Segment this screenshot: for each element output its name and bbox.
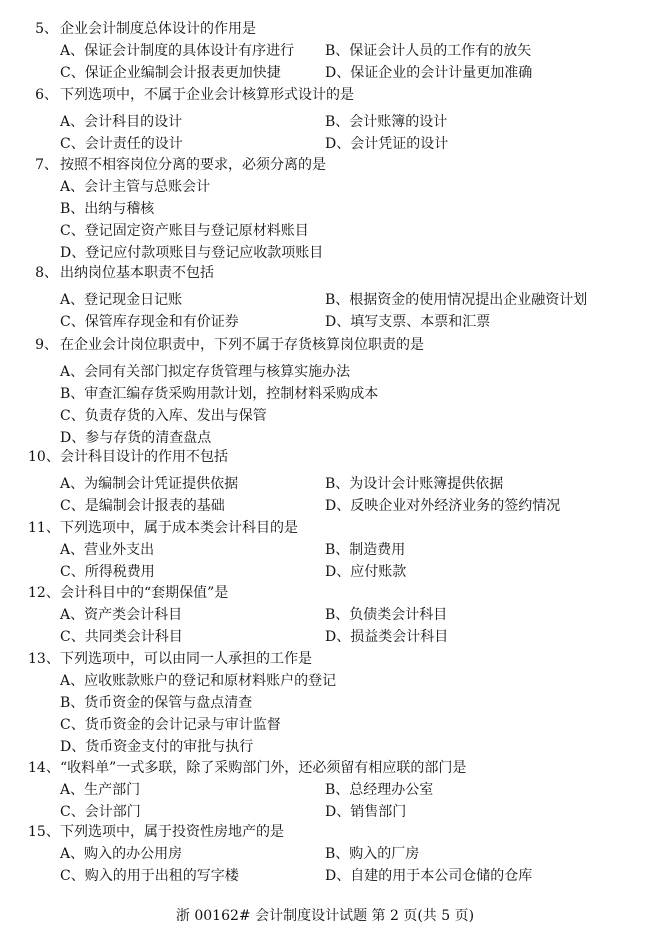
question-stem <box>0 84 650 106</box>
option-row <box>0 198 650 220</box>
option-b: B、负债类会计科目 <box>325 607 448 623</box>
option-d: D、销售部门 <box>325 804 407 820</box>
option-b: B、为设计会计账簿提供依据 <box>325 476 504 492</box>
question-stem <box>0 517 650 539</box>
option-row <box>0 133 650 155</box>
question-text: 下列选项中，属于投资性房地产的是 <box>60 824 284 840</box>
option-d: D、应付账款 <box>325 564 407 580</box>
option-row <box>0 561 650 583</box>
option-d: D、反映企业对外经济业务的签约情况 <box>325 498 561 514</box>
option-c: C、所得税费用 <box>60 564 155 580</box>
question-text: 在企业会计岗位职责中，下列不属于存货核算岗位职责的是 <box>60 337 424 353</box>
option-row <box>0 289 650 311</box>
question-stem <box>0 446 650 468</box>
option-row <box>0 111 650 133</box>
option-d: D、参与存货的清查盘点 <box>60 430 212 446</box>
option-a: A、购入的办公用房 <box>60 846 183 862</box>
page-footer: 浙 00162# 会计制度设计试题 第 2 页(共 5 页) <box>175 908 475 924</box>
option-row <box>0 242 650 264</box>
question-number: 8、 <box>35 265 58 281</box>
option-row <box>0 495 650 517</box>
option-a: A、营业外支出 <box>60 542 155 558</box>
question-stem <box>0 154 650 176</box>
question-number: 7、 <box>35 157 58 173</box>
option-c: C、共同类会计科目 <box>60 629 183 645</box>
question-stem <box>0 334 650 356</box>
question-number: 14、 <box>28 760 60 776</box>
option-a: A、登记现金日记账 <box>60 292 183 308</box>
question-10 <box>0 446 650 517</box>
option-row <box>0 176 650 198</box>
option-row <box>0 843 650 865</box>
option-row <box>0 40 650 62</box>
question-13 <box>0 648 650 758</box>
option-a: A、应收账款账户的登记和原材料账户的登记 <box>60 673 337 689</box>
question-11 <box>0 517 650 583</box>
option-c: C、会计责任的设计 <box>60 136 183 152</box>
option-row <box>0 62 650 84</box>
option-d: D、保证企业的会计计量更加准确 <box>325 65 533 81</box>
question-number: 9、 <box>35 337 58 353</box>
option-b: B、会计账簿的设计 <box>325 114 448 130</box>
option-b: B、审查汇编存货采购用款计划，控制材料采购成本 <box>60 386 379 402</box>
option-row <box>0 736 650 758</box>
question-number: 10、 <box>28 449 60 465</box>
question-12 <box>0 582 650 648</box>
question-text: 按照不相容岗位分离的要求，必须分离的是 <box>60 157 326 173</box>
option-c: C、是编制会计报表的基础 <box>60 498 225 514</box>
question-6 <box>0 84 650 155</box>
option-a: A、会计主管与总账会计 <box>60 179 211 195</box>
option-row <box>0 692 650 714</box>
option-row <box>0 220 650 242</box>
question-9 <box>0 334 650 449</box>
question-text: 企业会计制度总体设计的作用是 <box>60 21 256 37</box>
question-stem <box>0 821 650 843</box>
option-row <box>0 383 650 405</box>
option-row <box>0 604 650 626</box>
option-row <box>0 801 650 823</box>
question-number: 15、 <box>28 824 60 840</box>
question-14 <box>0 757 650 823</box>
option-row <box>0 311 650 333</box>
question-text: 下列选项中，属于成本类会计科目的是 <box>60 520 298 536</box>
question-number: 13、 <box>28 651 60 667</box>
option-b: B、根据资金的使用情况提出企业融资计划 <box>325 292 588 308</box>
option-b: B、出纳与稽核 <box>60 201 155 217</box>
option-c: C、负责存货的入库、发出与保管 <box>60 408 267 424</box>
option-row <box>0 473 650 495</box>
question-15 <box>0 821 650 887</box>
option-a: A、保证会计制度的具体设计有序进行 <box>60 43 295 59</box>
option-row <box>0 865 650 887</box>
option-d: D、损益类会计科目 <box>325 629 449 645</box>
question-text: “收料单”一式多联，除了采购部门外，还必须留有相应联的部门是 <box>60 760 467 776</box>
option-d: D、自建的用于本公司仓储的仓库 <box>325 868 533 884</box>
question-stem <box>0 757 650 779</box>
option-row <box>0 405 650 427</box>
option-row <box>0 539 650 561</box>
question-number: 11、 <box>28 520 60 536</box>
question-text: 出纳岗位基本职责不包括 <box>60 265 214 281</box>
option-b: B、总经理办公室 <box>325 782 434 798</box>
option-d: D、会计凭证的设计 <box>325 136 449 152</box>
option-c: C、保管库存现金和有价证券 <box>60 314 239 330</box>
question-number: 6、 <box>35 87 58 103</box>
option-a: A、为编制会计凭证提供依据 <box>60 476 239 492</box>
option-c: C、货币资金的会计记录与审计监督 <box>60 717 281 733</box>
option-d: D、填写支票、本票和汇票 <box>325 314 491 330</box>
option-row <box>0 670 650 692</box>
option-b: B、购入的厂房 <box>325 846 420 862</box>
option-d: D、货币资金支付的审批与执行 <box>60 739 254 755</box>
question-text: 会计科目设计的作用不包括 <box>60 449 228 465</box>
option-row <box>0 361 650 383</box>
option-row <box>0 626 650 648</box>
option-c: C、购入的用于出租的写字楼 <box>60 868 239 884</box>
question-text: 会计科目中的“套期保值”是 <box>60 585 229 601</box>
option-d: D、登记应付款项账目与登记应收款项账目 <box>60 245 324 261</box>
question-7 <box>0 154 650 264</box>
question-stem <box>0 262 650 284</box>
question-number: 12、 <box>28 585 60 601</box>
option-a: A、资产类会计科目 <box>60 607 183 623</box>
option-c: C、保证企业编制会计报表更加快捷 <box>60 65 281 81</box>
option-row <box>0 714 650 736</box>
option-row <box>0 779 650 801</box>
question-stem <box>0 648 650 670</box>
question-number: 5、 <box>35 21 58 37</box>
option-c: C、登记固定资产账目与登记原材料账目 <box>60 223 309 239</box>
question-stem <box>0 582 650 604</box>
question-stem <box>0 18 650 40</box>
question-text: 下列选项中，不属于企业会计核算形式设计的是 <box>60 87 354 103</box>
option-a: A、会同有关部门拟定存货管理与核算实施办法 <box>60 364 351 380</box>
option-b: B、制造费用 <box>325 542 406 558</box>
question-text: 下列选项中，可以由同一人承担的工作是 <box>60 651 312 667</box>
option-b: B、货币资金的保管与盘点清查 <box>60 695 253 711</box>
question-8 <box>0 262 650 333</box>
option-c: C、会计部门 <box>60 804 141 820</box>
option-b: B、保证会计人员的工作有的放矢 <box>325 43 532 59</box>
option-a: A、会计科目的设计 <box>60 114 183 130</box>
option-a: A、生产部门 <box>60 782 141 798</box>
question-5 <box>0 18 650 84</box>
